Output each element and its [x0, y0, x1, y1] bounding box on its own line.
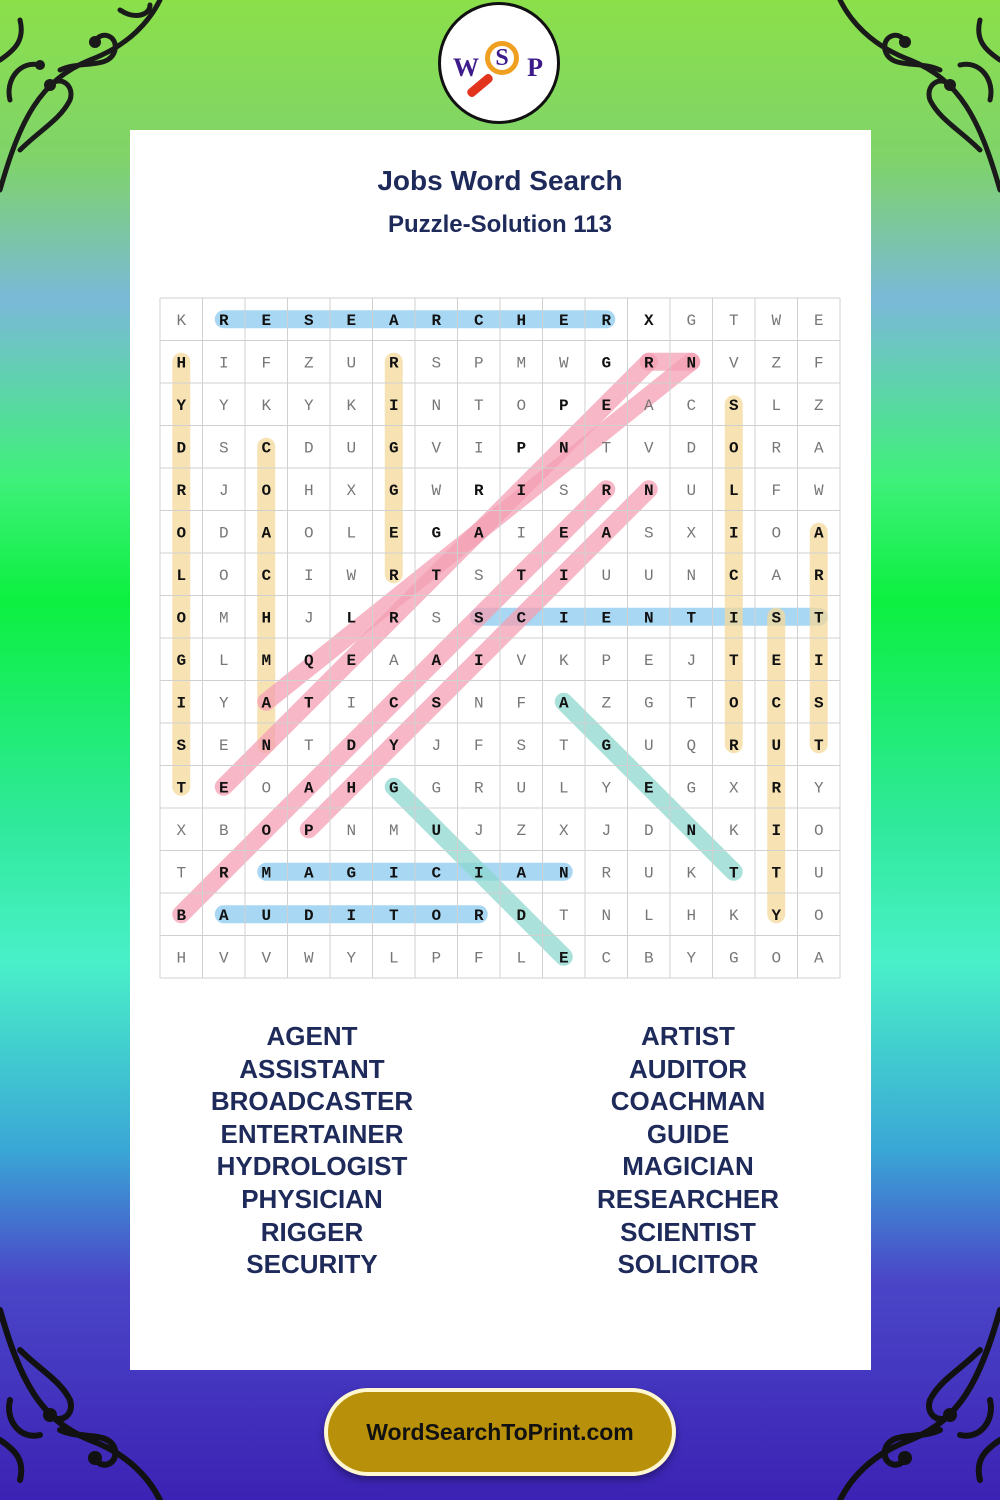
- grid-cell: U: [431, 821, 442, 840]
- grid-cell: Y: [176, 396, 187, 415]
- grid-cell: Y: [813, 779, 824, 798]
- grid-cell: L: [176, 566, 187, 585]
- grid-cell: V: [261, 949, 272, 968]
- grid-cell: P: [303, 821, 314, 840]
- grid-cell: I: [558, 566, 569, 585]
- grid-cell: X: [643, 311, 654, 330]
- grid-cell: S: [303, 311, 314, 330]
- grid-cell: R: [431, 311, 442, 330]
- grid-cell: T: [303, 694, 314, 713]
- grid-cell: I: [303, 566, 314, 585]
- grid-cell: O: [176, 524, 187, 543]
- grid-cell: P: [473, 354, 484, 373]
- grid-cell: X: [728, 779, 739, 798]
- grid-cell: R: [176, 481, 187, 500]
- grid-cell: Y: [218, 694, 229, 713]
- grid-cell: E: [388, 524, 399, 543]
- grid-cell: A: [303, 779, 314, 798]
- grid-cell: R: [601, 311, 612, 330]
- grid-cell: M: [261, 651, 272, 670]
- grid-cell: Y: [388, 736, 399, 755]
- grid-cell: V: [728, 354, 739, 373]
- grid-cell: A: [218, 906, 229, 925]
- grid-cell: N: [686, 566, 697, 585]
- grid-cell: A: [813, 524, 824, 543]
- grid-cell: P: [431, 949, 442, 968]
- word-item: ASSISTANT: [239, 1053, 385, 1084]
- word-item: SOLICITOR: [617, 1249, 759, 1280]
- grid-cell: I: [346, 906, 357, 925]
- grid-cell: A: [601, 524, 612, 543]
- grid-cell: R: [728, 736, 739, 755]
- grid-cell: O: [516, 396, 527, 415]
- grid-cell: E: [813, 311, 824, 330]
- grid-cell: M: [218, 609, 229, 628]
- grid-cell: G: [686, 779, 697, 798]
- grid-cell: H: [261, 609, 272, 628]
- word-item: ARTIST: [641, 1021, 735, 1051]
- grid-cell: T: [516, 566, 527, 585]
- grid-cell: J: [218, 481, 229, 500]
- grid-cell: U: [813, 864, 824, 883]
- grid-cell: P: [516, 439, 527, 458]
- grid-cell: N: [558, 439, 569, 458]
- grid-cell: L: [218, 651, 229, 670]
- grid-cell: N: [261, 736, 272, 755]
- grid-cell: Y: [218, 396, 229, 415]
- word-item: SCIENTIST: [620, 1216, 756, 1247]
- grid-cell: Z: [516, 821, 527, 840]
- grid-cell: C: [261, 439, 272, 458]
- word-item: HYDROLOGIST: [216, 1151, 408, 1182]
- page-title: Jobs Word Search: [377, 165, 623, 196]
- word-item: AUDITOR: [629, 1053, 747, 1084]
- grid-cell: A: [261, 524, 272, 543]
- grid-cell: I: [728, 609, 739, 628]
- grid-cell: R: [771, 439, 782, 458]
- grid-cell: E: [346, 651, 357, 670]
- grid-cell: T: [686, 694, 697, 713]
- grid-cell: O: [218, 566, 229, 585]
- grid-cell: G: [643, 694, 654, 713]
- grid-cell: Y: [346, 949, 357, 968]
- grid-cell: G: [686, 311, 697, 330]
- grid-cell: F: [771, 481, 782, 500]
- website-label: WordSearchToPrint.com: [366, 1418, 634, 1445]
- grid-cell: V: [643, 439, 654, 458]
- grid-cell: R: [601, 864, 612, 883]
- grid-cell: I: [771, 821, 782, 840]
- grid-cell: K: [686, 864, 697, 883]
- grid-cell: J: [686, 651, 697, 670]
- grid-cell: T: [473, 396, 484, 415]
- grid-cell: I: [388, 396, 399, 415]
- logo-letter-p: P: [527, 53, 543, 82]
- grid-cell: D: [218, 524, 229, 543]
- grid-cell: R: [388, 566, 399, 585]
- grid-cell: T: [558, 906, 569, 925]
- grid-cell: Z: [813, 396, 824, 415]
- grid-cell: T: [686, 609, 697, 628]
- grid-cell: I: [218, 354, 229, 373]
- grid-cell: A: [813, 949, 824, 968]
- grid-cell: H: [346, 779, 357, 798]
- word-item: PHYSICIAN: [241, 1183, 383, 1214]
- grid-cell: W: [346, 566, 357, 585]
- grid-cell: E: [643, 651, 654, 670]
- grid-cell: P: [601, 651, 612, 670]
- grid-cell: E: [558, 311, 569, 330]
- grid-cell: L: [388, 949, 399, 968]
- grid-cell: I: [346, 694, 357, 713]
- grid-cell: O: [261, 821, 272, 840]
- grid-cell: J: [601, 821, 612, 840]
- word-list-right: [498, 1020, 878, 1281]
- grid-cell: R: [473, 906, 484, 925]
- grid-cell: W: [558, 354, 569, 373]
- grid-cell: N: [643, 609, 654, 628]
- grid-cell: U: [261, 906, 272, 925]
- grid-cell: A: [303, 864, 314, 883]
- grid-cell: A: [388, 651, 399, 670]
- grid-cell: Y: [601, 779, 612, 798]
- grid-cell: A: [813, 439, 824, 458]
- grid-cell: F: [473, 736, 484, 755]
- grid-cell: K: [176, 311, 187, 330]
- grid-cell: P: [558, 396, 569, 415]
- grid-cell: T: [728, 311, 739, 330]
- grid-cell: J: [303, 609, 314, 628]
- grid-cell: F: [813, 354, 824, 373]
- grid-cell: B: [643, 949, 654, 968]
- grid-cell: T: [771, 864, 782, 883]
- grid-cell: O: [728, 439, 739, 458]
- grid-cell: W: [431, 481, 442, 500]
- grid-cell: D: [346, 736, 357, 755]
- word-item: AGENT: [266, 1021, 358, 1051]
- grid-cell: X: [686, 524, 697, 543]
- grid-cell: Z: [771, 354, 782, 373]
- grid-cell: H: [176, 949, 187, 968]
- grid-cell: O: [813, 906, 824, 925]
- grid-cell: T: [176, 864, 187, 883]
- word-item: COACHMAN: [610, 1086, 766, 1117]
- grid-cell: T: [728, 864, 739, 883]
- grid-cell: O: [261, 779, 272, 798]
- grid-cell: T: [728, 651, 739, 670]
- grid-cell: T: [601, 439, 612, 458]
- grid-cell: Q: [686, 736, 697, 755]
- word-item: BROADCASTER: [210, 1086, 414, 1117]
- grid-cell: V: [218, 949, 229, 968]
- grid-cell: G: [431, 524, 442, 543]
- grid-cell: S: [643, 524, 654, 543]
- grid-cell: X: [346, 481, 357, 500]
- grid-cell: R: [218, 864, 229, 883]
- grid-cell: R: [388, 609, 399, 628]
- grid-cell: G: [176, 651, 187, 670]
- grid-cell: N: [686, 821, 697, 840]
- grid-cell: R: [771, 779, 782, 798]
- grid-cell: S: [516, 736, 527, 755]
- grid-cell: L: [516, 949, 527, 968]
- grid-cell: M: [516, 354, 527, 373]
- grid-cell: D: [643, 821, 654, 840]
- grid-cell: S: [473, 609, 484, 628]
- grid-cell: L: [728, 481, 739, 500]
- grid-cell: I: [813, 651, 824, 670]
- grid-cell: U: [643, 736, 654, 755]
- grid-cell: A: [516, 864, 527, 883]
- grid-cell: B: [176, 906, 187, 925]
- grid-cell: T: [558, 736, 569, 755]
- grid-cell: E: [218, 779, 229, 798]
- grid-cell: Z: [303, 354, 314, 373]
- grid-cell: I: [516, 481, 527, 500]
- grid-cell: R: [388, 354, 399, 373]
- grid-cell: U: [346, 439, 357, 458]
- grid-cell: T: [388, 906, 399, 925]
- grid-cell: E: [346, 311, 357, 330]
- grid-cell: V: [516, 651, 527, 670]
- grid-cell: G: [431, 779, 442, 798]
- grid-cell: A: [771, 566, 782, 585]
- grid-cell: E: [218, 736, 229, 755]
- logo-letter-w: W: [453, 53, 479, 82]
- word-item: RESEARCHER: [596, 1183, 780, 1214]
- grid-cell: C: [771, 694, 782, 713]
- grid-cell: F: [261, 354, 272, 373]
- grid-cell: U: [771, 736, 782, 755]
- grid-cell: E: [558, 949, 569, 968]
- grid-cell: H: [516, 311, 527, 330]
- grid-cell: G: [346, 864, 357, 883]
- grid-cell: O: [728, 694, 739, 713]
- grid-cell: A: [388, 311, 399, 330]
- grid-cell: N: [686, 354, 697, 373]
- grid-cell: I: [728, 524, 739, 543]
- grid-cell: C: [431, 864, 442, 883]
- grid-cell: S: [558, 481, 569, 500]
- grid-cell: E: [643, 779, 654, 798]
- grid-cell: T: [813, 609, 824, 628]
- word-item: RIGGER: [260, 1216, 364, 1247]
- grid-cell: L: [643, 906, 654, 925]
- grid-cell: V: [431, 439, 442, 458]
- grid-cell: D: [686, 439, 697, 458]
- grid-cell: L: [771, 396, 782, 415]
- grid-cell: Z: [601, 694, 612, 713]
- grid-cell: C: [601, 949, 612, 968]
- grid-cell: R: [813, 566, 824, 585]
- grid-cell: G: [388, 439, 399, 458]
- grid-cell: J: [431, 736, 442, 755]
- grid-cell: E: [261, 311, 272, 330]
- grid-cell: S: [431, 694, 442, 713]
- grid-cell: H: [303, 481, 314, 500]
- grid-cell: I: [473, 439, 484, 458]
- grid-cell: L: [346, 524, 357, 543]
- grid-cell: I: [388, 864, 399, 883]
- grid-cell: X: [176, 821, 187, 840]
- grid-cell: E: [601, 609, 612, 628]
- grid-cell: E: [771, 651, 782, 670]
- grid-cell: G: [388, 481, 399, 500]
- grid-cell: D: [176, 439, 187, 458]
- grid-cell: R: [643, 354, 654, 373]
- grid-cell: O: [261, 481, 272, 500]
- grid-cell: H: [176, 354, 187, 373]
- grid-cell: S: [728, 396, 739, 415]
- grid-cell: D: [303, 906, 314, 925]
- grid-cell: R: [473, 779, 484, 798]
- website-button[interactable]: [324, 1388, 676, 1476]
- grid-cell: C: [516, 609, 527, 628]
- grid-cell: U: [516, 779, 527, 798]
- grid-cell: S: [473, 566, 484, 585]
- word-item: SECURITY: [246, 1249, 378, 1280]
- word-item: GUIDE: [646, 1118, 730, 1149]
- grid-cell: Q: [303, 651, 314, 670]
- grid-cell: K: [558, 651, 569, 670]
- grid-cell: D: [303, 439, 314, 458]
- grid-cell: U: [643, 566, 654, 585]
- logo-letter-s: S: [495, 44, 509, 71]
- grid-cell: A: [431, 651, 442, 670]
- grid-cell: O: [813, 821, 824, 840]
- grid-cell: G: [601, 736, 612, 755]
- grid-cell: R: [601, 481, 612, 500]
- grid-cell: U: [686, 481, 697, 500]
- grid-cell: I: [516, 524, 527, 543]
- word-item: ENTERTAINER: [220, 1118, 404, 1149]
- grid-cell: U: [346, 354, 357, 373]
- grid-cell: H: [686, 906, 697, 925]
- grid-cell: Y: [771, 906, 782, 925]
- grid-cell: O: [303, 524, 314, 543]
- grid-cell: E: [558, 524, 569, 543]
- grid-cell: L: [346, 609, 357, 628]
- grid-cell: G: [601, 354, 612, 373]
- grid-cell: U: [643, 864, 654, 883]
- grid-cell: C: [473, 311, 484, 330]
- page-subtitle: Puzzle-Solution 113: [387, 211, 613, 238]
- grid-cell: C: [686, 396, 697, 415]
- grid-cell: J: [473, 821, 484, 840]
- grid-cell: R: [218, 311, 229, 330]
- grid-cell: S: [813, 694, 824, 713]
- grid-cell: T: [431, 566, 442, 585]
- grid-cell: D: [516, 906, 527, 925]
- grid-cell: M: [261, 864, 272, 883]
- grid-cell: X: [558, 821, 569, 840]
- grid-cell: I: [558, 609, 569, 628]
- grid-cell: N: [473, 694, 484, 713]
- grid-cell: I: [176, 694, 187, 713]
- grid-cell: O: [771, 949, 782, 968]
- grid-cell: B: [218, 821, 229, 840]
- grid-cell: O: [176, 609, 187, 628]
- grid-cell: S: [431, 609, 442, 628]
- grid-cell: N: [558, 864, 569, 883]
- grid-cell: W: [813, 481, 824, 500]
- grid-cell: Y: [303, 396, 314, 415]
- grid-cell: K: [346, 396, 357, 415]
- grid-cell: C: [728, 566, 739, 585]
- grid-cell: A: [558, 694, 569, 713]
- grid-cell: M: [388, 821, 399, 840]
- grid-cell: S: [771, 609, 782, 628]
- grid-cell: S: [176, 736, 187, 755]
- grid-cell: T: [813, 736, 824, 755]
- grid-cell: O: [431, 906, 442, 925]
- grid-cell: O: [771, 524, 782, 543]
- grid-cell: G: [728, 949, 739, 968]
- grid-cell: T: [303, 736, 314, 755]
- word-item: MAGICIAN: [622, 1151, 754, 1182]
- grid-cell: C: [261, 566, 272, 585]
- grid-cell: I: [473, 864, 484, 883]
- grid-cell: F: [473, 949, 484, 968]
- grid-cell: W: [303, 949, 314, 968]
- grid-cell: K: [261, 396, 272, 415]
- grid-cell: I: [473, 651, 484, 670]
- grid-cell: N: [601, 906, 612, 925]
- grid-cell: S: [218, 439, 229, 458]
- grid-cell: R: [473, 481, 484, 500]
- word-list-left: [122, 1020, 502, 1281]
- grid-cell: N: [431, 396, 442, 415]
- grid-cell: S: [431, 354, 442, 373]
- grid-cell: N: [346, 821, 357, 840]
- grid-cell: F: [516, 694, 527, 713]
- grid-cell: A: [261, 694, 272, 713]
- grid-cell: K: [728, 906, 739, 925]
- grid-cell: N: [643, 481, 654, 500]
- grid-cell: E: [601, 396, 612, 415]
- grid-cell: K: [728, 821, 739, 840]
- grid-cell: A: [643, 396, 654, 415]
- grid-cell: W: [771, 311, 782, 330]
- grid-cell: T: [176, 779, 187, 798]
- grid-cell: G: [388, 779, 399, 798]
- grid-cell: Y: [686, 949, 697, 968]
- grid-cell: U: [601, 566, 612, 585]
- grid-cell: C: [388, 694, 399, 713]
- grid-cell: L: [558, 779, 569, 798]
- grid-cell: A: [473, 524, 484, 543]
